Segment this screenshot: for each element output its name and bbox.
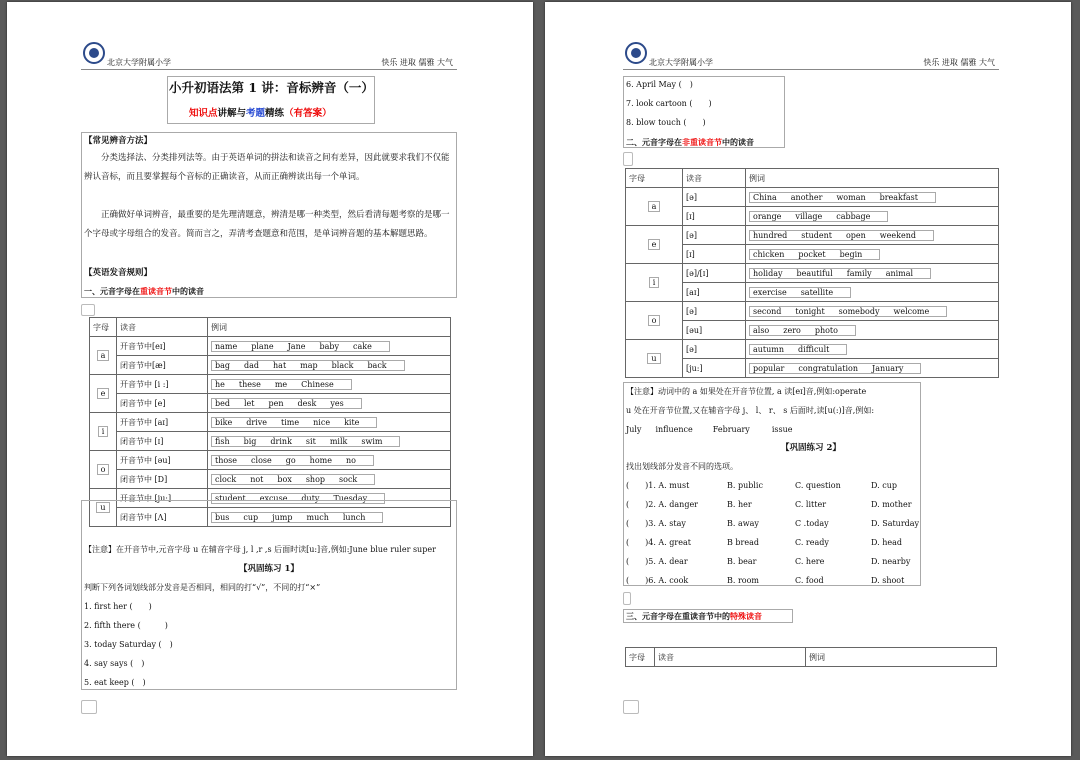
example-words — [211, 455, 374, 466]
example-word: he — [215, 379, 225, 389]
answer-option: D. shoot — [871, 576, 905, 585]
example-word: go — [285, 455, 296, 465]
example-word: home — [309, 455, 332, 465]
examples-cell — [746, 321, 999, 340]
note-2-line-2: u 处在开音节位置,又在辅音字母 j、 l、 r、 s 后面时,读[u(:)]音,例如: — [626, 406, 875, 415]
exercise-item: 3. today Saturday ( ) — [84, 640, 173, 649]
example-words — [211, 436, 400, 447]
vowel-letter: a — [97, 350, 110, 361]
example-word: Chinese — [301, 379, 334, 389]
letter-cell — [626, 264, 683, 302]
vowel-table-unstressed — [625, 168, 999, 378]
example-word: drink — [270, 436, 292, 446]
table-row — [90, 413, 451, 432]
reading-cell: [ə] — [683, 188, 746, 207]
letter-cell — [626, 340, 683, 378]
example-word: baby — [319, 341, 339, 351]
example-word: shop — [305, 474, 326, 484]
example-word: name — [215, 341, 238, 351]
methods-heading: 【常见辨音方法】 — [84, 136, 153, 146]
answer-option: C. here — [795, 557, 825, 566]
example-word: hat — [273, 360, 287, 370]
examples-cell — [746, 340, 999, 359]
example-words — [211, 379, 352, 390]
example-words — [749, 363, 921, 374]
exercise-item: 1. first her ( ) — [84, 602, 152, 611]
note-2-examples: July influence February issue — [626, 425, 793, 434]
example-word: much — [306, 512, 329, 522]
vowel-table-stressed — [89, 317, 451, 527]
letter-cell — [626, 188, 683, 226]
example-word: big — [243, 436, 257, 446]
answer-option: C. food — [795, 576, 824, 585]
example-word: cabbage — [836, 211, 871, 221]
letter-cell — [90, 413, 117, 451]
example-words — [749, 268, 931, 279]
example-word: bus — [215, 512, 230, 522]
example-word: cup — [243, 512, 259, 522]
column-header: 例词 — [208, 318, 451, 337]
exercise-item: 2. fifth there ( ) — [84, 621, 168, 630]
vowel-letter: o — [97, 464, 110, 475]
example-word: dad — [244, 360, 260, 370]
examples-cell — [746, 283, 999, 302]
example-word: another — [790, 192, 823, 202]
example-word: difficult — [798, 344, 830, 354]
table-header-row — [626, 169, 999, 188]
reading-cell: [əu] — [683, 321, 746, 340]
example-word: also — [753, 325, 770, 335]
example-word: fish — [215, 436, 230, 446]
exercise-item: 6. April May ( ) — [626, 80, 693, 89]
example-word: drive — [246, 417, 268, 427]
example-words — [749, 344, 847, 355]
answer-option: D. head — [871, 538, 902, 547]
table-row — [90, 375, 451, 394]
page-marker — [81, 700, 97, 714]
reading-cell: [ɪ] — [683, 207, 746, 226]
reading-cell: [ju:] — [683, 359, 746, 378]
examples-cell — [746, 207, 999, 226]
note-1: 【注意】在开音节中,元音字母 u 在辅音字母 j, l ,r ,s 后面时读[u:]音,例如:June blue ruler super — [84, 545, 436, 554]
vowel-letter: o — [648, 315, 661, 326]
exercise-2-title: 【巩固练习 2】 — [781, 443, 841, 453]
exercise-item: 4. say says ( ) — [84, 659, 145, 668]
vowel-letter: u — [647, 353, 660, 364]
column-header: 字母 — [626, 648, 655, 667]
answer-option: D. nearby — [871, 557, 911, 566]
answer-option: C. question — [795, 481, 841, 490]
exercise-item: 7. look cartoon ( ) — [626, 99, 712, 108]
school-motto: 快乐 进取 儒雅 大气 — [923, 58, 995, 67]
example-word: tonight — [795, 306, 825, 316]
unstressed-vowel-heading: 二、元音字母在非重读音节中的读音 — [626, 137, 754, 147]
example-word: back — [367, 360, 387, 370]
table-row — [90, 356, 451, 375]
vowel-letter: u — [96, 502, 109, 513]
exercise-question: ( )1. A. must — [626, 481, 690, 490]
example-word: bike — [215, 417, 233, 427]
reading-cell: 闭音节中 [e] — [117, 394, 208, 413]
column-header: 读音 — [117, 318, 208, 337]
methods-paragraph-1: 分类选择法、分类排列法等。由于英语单词的拼法和读音之间有差异，因此就要求我们不仅能辨认音标，而且要掌握每个音标的正确读音，从而正确辨读出每一个单词。 — [84, 153, 450, 182]
examples-cell — [746, 188, 999, 207]
example-word: satellite — [800, 287, 834, 297]
example-word: those — [215, 455, 238, 465]
table-row — [626, 226, 999, 245]
letter-cell — [626, 302, 683, 340]
example-word: hundred — [753, 230, 788, 240]
example-word: begin — [839, 249, 863, 259]
letter-cell — [626, 226, 683, 264]
example-word: clock — [215, 474, 237, 484]
example-words — [749, 325, 856, 336]
example-words — [211, 474, 375, 485]
examples-cell — [746, 359, 999, 378]
document-page-1 — [7, 2, 533, 756]
methods-paragraph-2: 正确做好单词辨音，最重要的是先理清题意，辨清是哪一种类型，然后看清每题考察的是哪一个字母或字母组合的发音。简而言之，弄清考查题意和范围，是单词辨音题的基本解题思路。 — [84, 210, 450, 239]
reading-cell: 开音节中[eɪ] — [117, 337, 208, 356]
exercise-question: ( )3. A. stay — [626, 519, 686, 528]
stressed-vowel-heading: 一、元音字母在重读音节中的读音 — [84, 286, 204, 296]
example-word: weekend — [879, 230, 916, 240]
table-row — [626, 302, 999, 321]
example-word: milk — [329, 436, 348, 446]
example-word: bag — [215, 360, 231, 370]
answer-option: B. her — [727, 500, 752, 509]
example-word: breakfast — [879, 192, 918, 202]
example-word: Tuesday — [333, 493, 368, 503]
answer-option: C. ready — [795, 538, 829, 547]
answer-option: C .today — [795, 519, 829, 528]
table-row — [90, 470, 451, 489]
example-word: close — [251, 455, 272, 465]
example-word: student — [215, 493, 246, 503]
example-word: January — [871, 363, 904, 373]
example-word: orange — [753, 211, 782, 221]
example-word: exercise — [753, 287, 787, 297]
page-marker — [623, 592, 631, 605]
reading-cell: [ə] — [683, 340, 746, 359]
example-word: kite — [344, 417, 360, 427]
examples-cell — [746, 302, 999, 321]
reading-cell: 开音节中 [aɪ] — [117, 413, 208, 432]
special-reading-table — [625, 647, 997, 667]
examples-cell — [208, 451, 451, 470]
table-row — [90, 432, 451, 451]
vowel-letter: e — [97, 388, 110, 399]
answer-option: B. public — [727, 481, 763, 490]
vowel-letter: i — [649, 277, 660, 288]
document-page-2 — [545, 2, 1071, 756]
exercise-1-instruction: 判断下列各词划线部分发音是否相同，相同的打“√”，不同的打“×” — [84, 583, 321, 592]
example-word: yes — [330, 398, 344, 408]
examples-cell — [208, 470, 451, 489]
answer-option: C. litter — [795, 500, 827, 509]
answer-option: D. Saturday — [871, 519, 920, 528]
answer-option: D. mother — [871, 500, 912, 509]
example-word: box — [277, 474, 292, 484]
rules-heading: 【英语发音规则】 — [84, 268, 153, 278]
answer-option: B bread — [727, 538, 759, 547]
reading-cell: 闭音节中[æ] — [117, 356, 208, 375]
exercise-item: 8. blow touch ( ) — [626, 118, 706, 127]
example-word: time — [281, 417, 300, 427]
column-header: 字母 — [90, 318, 117, 337]
page-header — [81, 58, 457, 70]
letter-cell — [90, 337, 117, 375]
example-word: lunch — [342, 512, 366, 522]
letter-cell — [90, 451, 117, 489]
reading-cell: [ə] — [683, 302, 746, 321]
answer-option: B. room — [727, 576, 760, 585]
example-words — [211, 360, 405, 371]
examples-cell — [208, 432, 451, 451]
example-word: Jane — [287, 341, 306, 351]
reading-cell: [ə]/[ɪ] — [683, 264, 746, 283]
example-word: excuse — [259, 493, 288, 503]
page-marker — [623, 700, 639, 714]
exercise-1-title: 【巩固练习 1】 — [239, 564, 299, 574]
exercise-question: ( )5. A. dear — [626, 557, 688, 566]
reading-cell: 闭音节中 [D] — [117, 470, 208, 489]
reading-cell: [aɪ] — [683, 283, 746, 302]
example-words — [749, 211, 888, 222]
example-word: bed — [215, 398, 230, 408]
example-word: open — [845, 230, 866, 240]
table-row — [90, 394, 451, 413]
example-word: popular — [753, 363, 785, 373]
exercise-question: ( )4. A. great — [626, 538, 691, 547]
example-words — [211, 341, 390, 352]
example-word: zero — [783, 325, 801, 335]
table-header-row — [626, 648, 997, 667]
example-word: pen — [268, 398, 284, 408]
table-row — [626, 340, 999, 359]
reading-cell: [ɪ] — [683, 245, 746, 264]
reading-cell: 开音节中 [i :] — [117, 375, 208, 394]
example-word: jump — [272, 512, 293, 522]
example-word: holiday — [753, 268, 783, 278]
table-row — [90, 451, 451, 470]
example-word: China — [753, 192, 777, 202]
example-word: let — [243, 398, 255, 408]
exercise-question: ( )6. A. cook — [626, 576, 689, 585]
exercise-question: ( )2. A. danger — [626, 500, 699, 509]
examples-cell — [746, 245, 999, 264]
column-header: 读音 — [683, 169, 746, 188]
column-header: 例词 — [806, 648, 997, 667]
example-word: woman — [836, 192, 866, 202]
table-row — [90, 337, 451, 356]
example-word: second — [753, 306, 782, 316]
answer-option: B. bear — [727, 557, 757, 566]
page-header — [623, 58, 999, 70]
example-words — [749, 192, 936, 203]
example-word: not — [250, 474, 264, 484]
example-word: cake — [353, 341, 372, 351]
example-word: swim — [361, 436, 383, 446]
school-name: 北京大学附属小学 — [107, 58, 171, 67]
note-2-line-1: 【注意】动词中的 a 如果处在开音节位置, a 读[eɪ]音,例如:operate — [626, 387, 867, 396]
table-row — [626, 264, 999, 283]
example-word: animal — [885, 268, 914, 278]
column-header: 字母 — [626, 169, 683, 188]
column-header: 读音 — [655, 648, 806, 667]
reading-cell: 开音节中 [ju:] — [117, 489, 208, 508]
example-words — [749, 306, 947, 317]
example-word: congratulation — [798, 363, 858, 373]
special-reading-heading: 三、元音字母在重读音节中的特殊读音 — [626, 611, 762, 621]
school-name: 北京大学附属小学 — [649, 58, 713, 67]
example-word: family — [846, 268, 872, 278]
answer-option: B. away — [727, 519, 759, 528]
examples-cell — [208, 375, 451, 394]
examples-cell — [746, 226, 999, 245]
example-words — [211, 417, 377, 428]
reading-cell: 开音节中 [əu] — [117, 451, 208, 470]
example-word: sit — [305, 436, 316, 446]
example-word: plane — [251, 341, 274, 351]
example-word: these — [238, 379, 261, 389]
exercise-item: 5. eat keep ( ) — [84, 678, 146, 687]
column-header: 例词 — [746, 169, 999, 188]
example-words — [211, 398, 362, 409]
example-word: somebody — [838, 306, 880, 316]
reading-cell: [ə] — [683, 226, 746, 245]
example-word: map — [300, 360, 318, 370]
example-word: no — [345, 455, 356, 465]
example-words — [749, 287, 851, 298]
examples-cell — [746, 264, 999, 283]
page-subtitle: 知识点讲解与考题精练（有答案） — [189, 108, 332, 119]
vowel-letter: a — [648, 201, 661, 212]
vowel-letter: i — [98, 426, 109, 437]
table-row — [626, 188, 999, 207]
page-title: 小升初语法第 1 讲：音标辨音（一） — [169, 80, 374, 95]
example-word: pocket — [798, 249, 826, 259]
page-marker — [81, 304, 95, 316]
example-words — [749, 249, 880, 260]
example-words — [749, 230, 934, 241]
vowel-letter: e — [648, 239, 661, 250]
example-word: nice — [313, 417, 331, 427]
page-marker — [623, 152, 633, 166]
reading-cell: 闭音节中 [ɪ] — [117, 432, 208, 451]
example-word: black — [331, 360, 354, 370]
example-word: autumn — [753, 344, 785, 354]
example-word: student — [801, 230, 832, 240]
exercise-2-instruction: 找出划线部分发音不同的选项。 — [626, 462, 738, 471]
example-word: village — [795, 211, 823, 221]
example-word: photo — [814, 325, 838, 335]
example-word: sock — [339, 474, 358, 484]
examples-cell — [208, 394, 451, 413]
example-word: beautiful — [796, 268, 833, 278]
examples-cell — [208, 413, 451, 432]
table-header-row — [90, 318, 451, 337]
examples-cell — [208, 337, 451, 356]
reading-cell: 闭音节中 [Λ] — [117, 508, 208, 527]
example-word: welcome — [893, 306, 930, 316]
examples-cell — [208, 356, 451, 375]
example-word: me — [274, 379, 288, 389]
school-motto: 快乐 进取 儒雅 大气 — [381, 58, 453, 67]
example-word: chicken — [753, 249, 785, 259]
example-word: duty — [301, 493, 320, 503]
answer-option: D. cup — [871, 481, 897, 490]
letter-cell — [90, 375, 117, 413]
example-word: desk — [297, 398, 317, 408]
